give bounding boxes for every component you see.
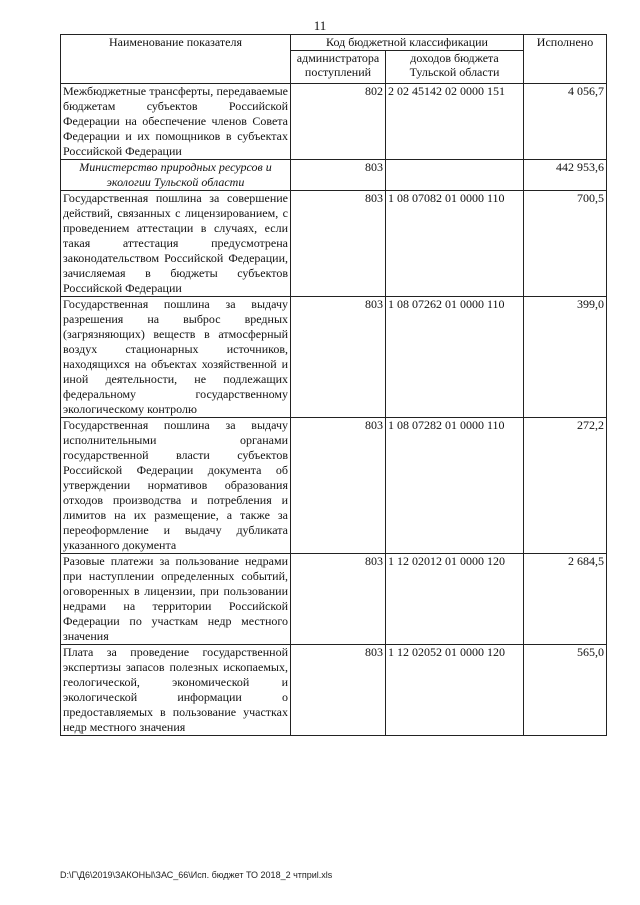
admin-code-cell: 803: [291, 554, 386, 645]
indicator-name-cell: Министерство природных ресурсов и экологии Тульской области: [61, 160, 291, 191]
header-name: Наименование показателя: [61, 35, 291, 84]
footer-file-path: D:\Г\Д6\2019\ЗАКОНЫ\ЗАС_66\Исп. бюджет ТО 2018_2 чтприl.xls: [60, 870, 333, 880]
table-row: [61, 297, 607, 418]
admin-code-cell: 803: [291, 645, 386, 736]
header-code-group: Код бюджетной классификации: [291, 35, 524, 51]
admin-code-cell: 803: [291, 160, 386, 191]
table-row: [61, 645, 607, 736]
executed-amount-cell: 2 684,5: [524, 554, 607, 645]
indicator-name-cell: Плата за проведение государственной экспертизы запасов полезных ископаемых, геологической, экономической и экологической информации о предоставляемых в пользование участках недр местного значения: [61, 645, 291, 736]
indicator-name-cell: Разовые платежи за пользование недрами при наступлении определенных событий, оговоренных в лицензии, при пользовании недрами на территории Российской Федерации по участкам недр местного значения: [61, 554, 291, 645]
admin-code-cell: 803: [291, 191, 386, 297]
revenue-code-cell: 1 08 07262 01 0000 110: [386, 297, 524, 418]
table-row: [61, 418, 607, 554]
revenue-code-cell: 2 02 45142 02 0000 151: [386, 84, 524, 160]
ministry-row: [61, 160, 607, 191]
budget-table: [60, 34, 607, 736]
executed-amount-cell: 700,5: [524, 191, 607, 297]
indicator-name-cell: Государственная пошлина за выдачу исполнительными органами государственной власти субъектов Российской Федерации документа об утверждении нормативов образования отходов производства и потребления и лимитов на их размещение, а также за переоформление и выдачу дубликата указанного документа: [61, 418, 291, 554]
executed-amount-cell: 4 056,7: [524, 84, 607, 160]
revenue-code-cell: 1 12 02052 01 0000 120: [386, 645, 524, 736]
admin-code-cell: 803: [291, 297, 386, 418]
admin-code-cell: 802: [291, 84, 386, 160]
table-header-row: [61, 35, 607, 51]
executed-amount-cell: 272,2: [524, 418, 607, 554]
executed-amount-cell: 399,0: [524, 297, 607, 418]
header-revenue: доходов бюджета Тульской области: [386, 51, 524, 84]
revenue-code-cell: [386, 160, 524, 191]
executed-amount-cell: 442 953,6: [524, 160, 607, 191]
indicator-name-cell: Государственная пошлина за совершение действий, связанных с лицензированием, с проведением аттестации в случаях, если такая аттестация предусмотрена законодательством Российской Федерации, зачисляемая в бюджеты субъектов Российской Федерации: [61, 191, 291, 297]
header-admin: администратора поступлений: [291, 51, 386, 84]
table-body: [61, 84, 607, 736]
indicator-name-cell: Государственная пошлина за выдачу разрешения на выброс вредных (загрязняющих) веществ в атмосферный воздух стационарных источников, находящихся на объектах хозяйственной и иной деятельности, не подлежащих федеральному государственному экологическому контролю: [61, 297, 291, 418]
revenue-code-cell: 1 12 02012 01 0000 120: [386, 554, 524, 645]
table-row: [61, 84, 607, 160]
table-row: [61, 554, 607, 645]
executed-amount-cell: 565,0: [524, 645, 607, 736]
page-number: 11: [313, 18, 327, 33]
admin-code-cell: 803: [291, 418, 386, 554]
revenue-code-cell: 1 08 07282 01 0000 110: [386, 418, 524, 554]
table-row: [61, 191, 607, 297]
indicator-name-cell: Межбюджетные трансферты, передаваемые бюджетам субъектов Российской Федерации на обеспечение членов Совета Федерации и их помощников в субъектах Российской Федерации: [61, 84, 291, 160]
revenue-code-cell: 1 08 07082 01 0000 110: [386, 191, 524, 297]
header-executed: Исполнено: [524, 35, 607, 84]
